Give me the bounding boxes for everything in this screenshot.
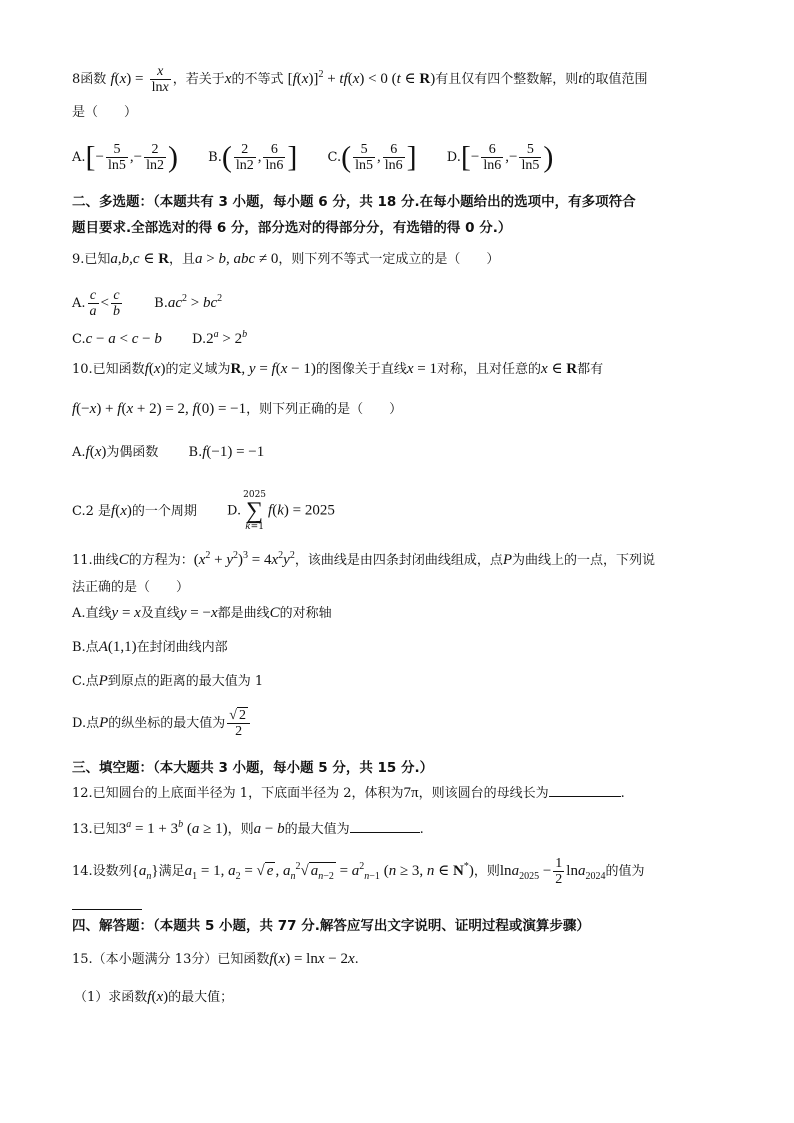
q8-option-b: B.( $\frac{2}{\ln 2}$ , $\frac{6}{\ln 6}$ ] bbox=[208, 140, 298, 174]
q8-option-a: A.[− $\frac{5}{\ln 5}$ ,− $\frac{2}{\ln 2}$ ) bbox=[72, 140, 178, 174]
q8-number: 8 bbox=[72, 72, 81, 87]
q8-line2: 是（ ） bbox=[72, 105, 138, 120]
q11-option-b: B.点A(1,1)在封闭曲线内部 bbox=[72, 639, 228, 655]
section4-title: 四、解答题：（本题共 5 小题，共 77 分.解答应写出文字说明、证明过程或演算步骤） bbox=[72, 918, 590, 934]
q10-options-row2 bbox=[72, 490, 361, 532]
q10-option-c: C.2 是f(x)的一个周期 bbox=[72, 502, 197, 519]
q11-option-a: A.直线y = x及直线y = −x都是曲线C的对称轴 bbox=[72, 605, 332, 621]
q9-options-row1 bbox=[72, 288, 248, 319]
section3-title: 三、填空题：（本大题共 3 小题，每小题 5 分，共 15 分.） bbox=[72, 760, 434, 776]
q10-option-d: D. 2025 ∑ k=1 f(k) = 2025 bbox=[227, 490, 335, 532]
q13-stem: 13.已知$3^a = 1 + 3^b$ (a ≥ 1)，则a − b的最大值为 . bbox=[72, 819, 424, 837]
q9-option-b: $B.ac^2 > bc^2$ bbox=[154, 293, 223, 311]
q11-stem: 11.曲线C的方程为：$(x^2 + y^2)^3 = 4x^2y^2$，该曲线是由四条封闭曲线组成，点P为曲线上的一点，下列说 bbox=[72, 550, 656, 568]
q8-line1: 8函数 f(x) = $\frac{x}{\ln x}$ ，若关于x的不等式 $[f(x)]^2 + tf(x) < 0$ (t ∈ R)有且仅有四个整数解，则t的取值范围 bbox=[72, 64, 648, 95]
section2-title-cont: 题目要求.全部选对的得 6 分，部分选对的得部分分，有选错的得 0 分.） bbox=[72, 220, 512, 236]
q11-option-c: C.点P到原点的距离的最大值为 1 bbox=[72, 673, 264, 689]
q9-options-row2 bbox=[72, 326, 273, 349]
q8-option-c: C.( $\frac{5}{\ln 5}$ , $\frac{6}{\ln 6}$ ] bbox=[327, 140, 417, 174]
q9-stem: 9.已知a,b,c ∈ R，且a > b, abc ≠ 0，则下列不等式一定成立的是（ ） bbox=[72, 251, 500, 267]
q10-stem-cont: f(−x) + f(x + 2) = 2, f(0) = −1，则下列正确的是（ ） bbox=[72, 401, 403, 417]
q12-stem: 12.已知圆台的上底面半径为 1，下底面半径为 2，体积为7π，则该圆台的母线长为 . bbox=[72, 785, 625, 801]
q10-stem: 10.已知函数f(x)的定义域为R, y = f(x − 1)的图像关于直线x = 1对称，且对任意的x ∈ R都有 bbox=[72, 361, 604, 377]
q11-stem-cont: 法正确的是（ ） bbox=[72, 580, 190, 595]
q9-option-c: C.c − a < c − b bbox=[72, 331, 162, 347]
section2-title: 二、多选题：（本题共有 3 小题，每小题 6 分，共 18 分.在每小题给出的选项中，有多项符合 bbox=[72, 194, 636, 210]
q11-option-d: D.点P的纵坐标的最大值为 $\frac{√ 2}{2}$ bbox=[72, 708, 252, 739]
q10-options-row1 bbox=[72, 443, 290, 462]
q15-part1: （1）求函数f(x)的最大值； bbox=[74, 989, 234, 1005]
q8-fraction: $\frac{x}{\ln x}$ bbox=[151, 64, 169, 95]
q9-option-a: A. $\frac{c}{a}$ < $\frac{c}{b}$ bbox=[72, 288, 120, 319]
q8-option-d: D.[− $\frac{6}{\ln 6}$ ,− $\frac{5}{\ln 5}$ ) bbox=[446, 140, 554, 174]
q8-options bbox=[72, 142, 579, 173]
q14-answer-blank bbox=[72, 898, 142, 916]
q10-option-b: B.f(−1) = −1 bbox=[188, 444, 265, 460]
q9-option-d: $D.2^a > 2^b$ bbox=[192, 329, 248, 347]
q10-option-a: A.f(x)为偶函数 bbox=[72, 444, 159, 460]
q15-stem: 15.（本小题满分 13分）已知函数f(x) = lnx − 2x. bbox=[72, 951, 359, 967]
q14-stem: 14.设数列$\{a_n\}$满足$a_1 = 1$, $a_2$ = √ e , $a_n^2√$ $a_{n-2} = a^2_{n-1}$ (n ≥ 3, n ∈ N*)，则lna$_{2025}$ − $\frac{1}{2}$ lna$_{2024}$的值为 bbox=[72, 856, 645, 887]
